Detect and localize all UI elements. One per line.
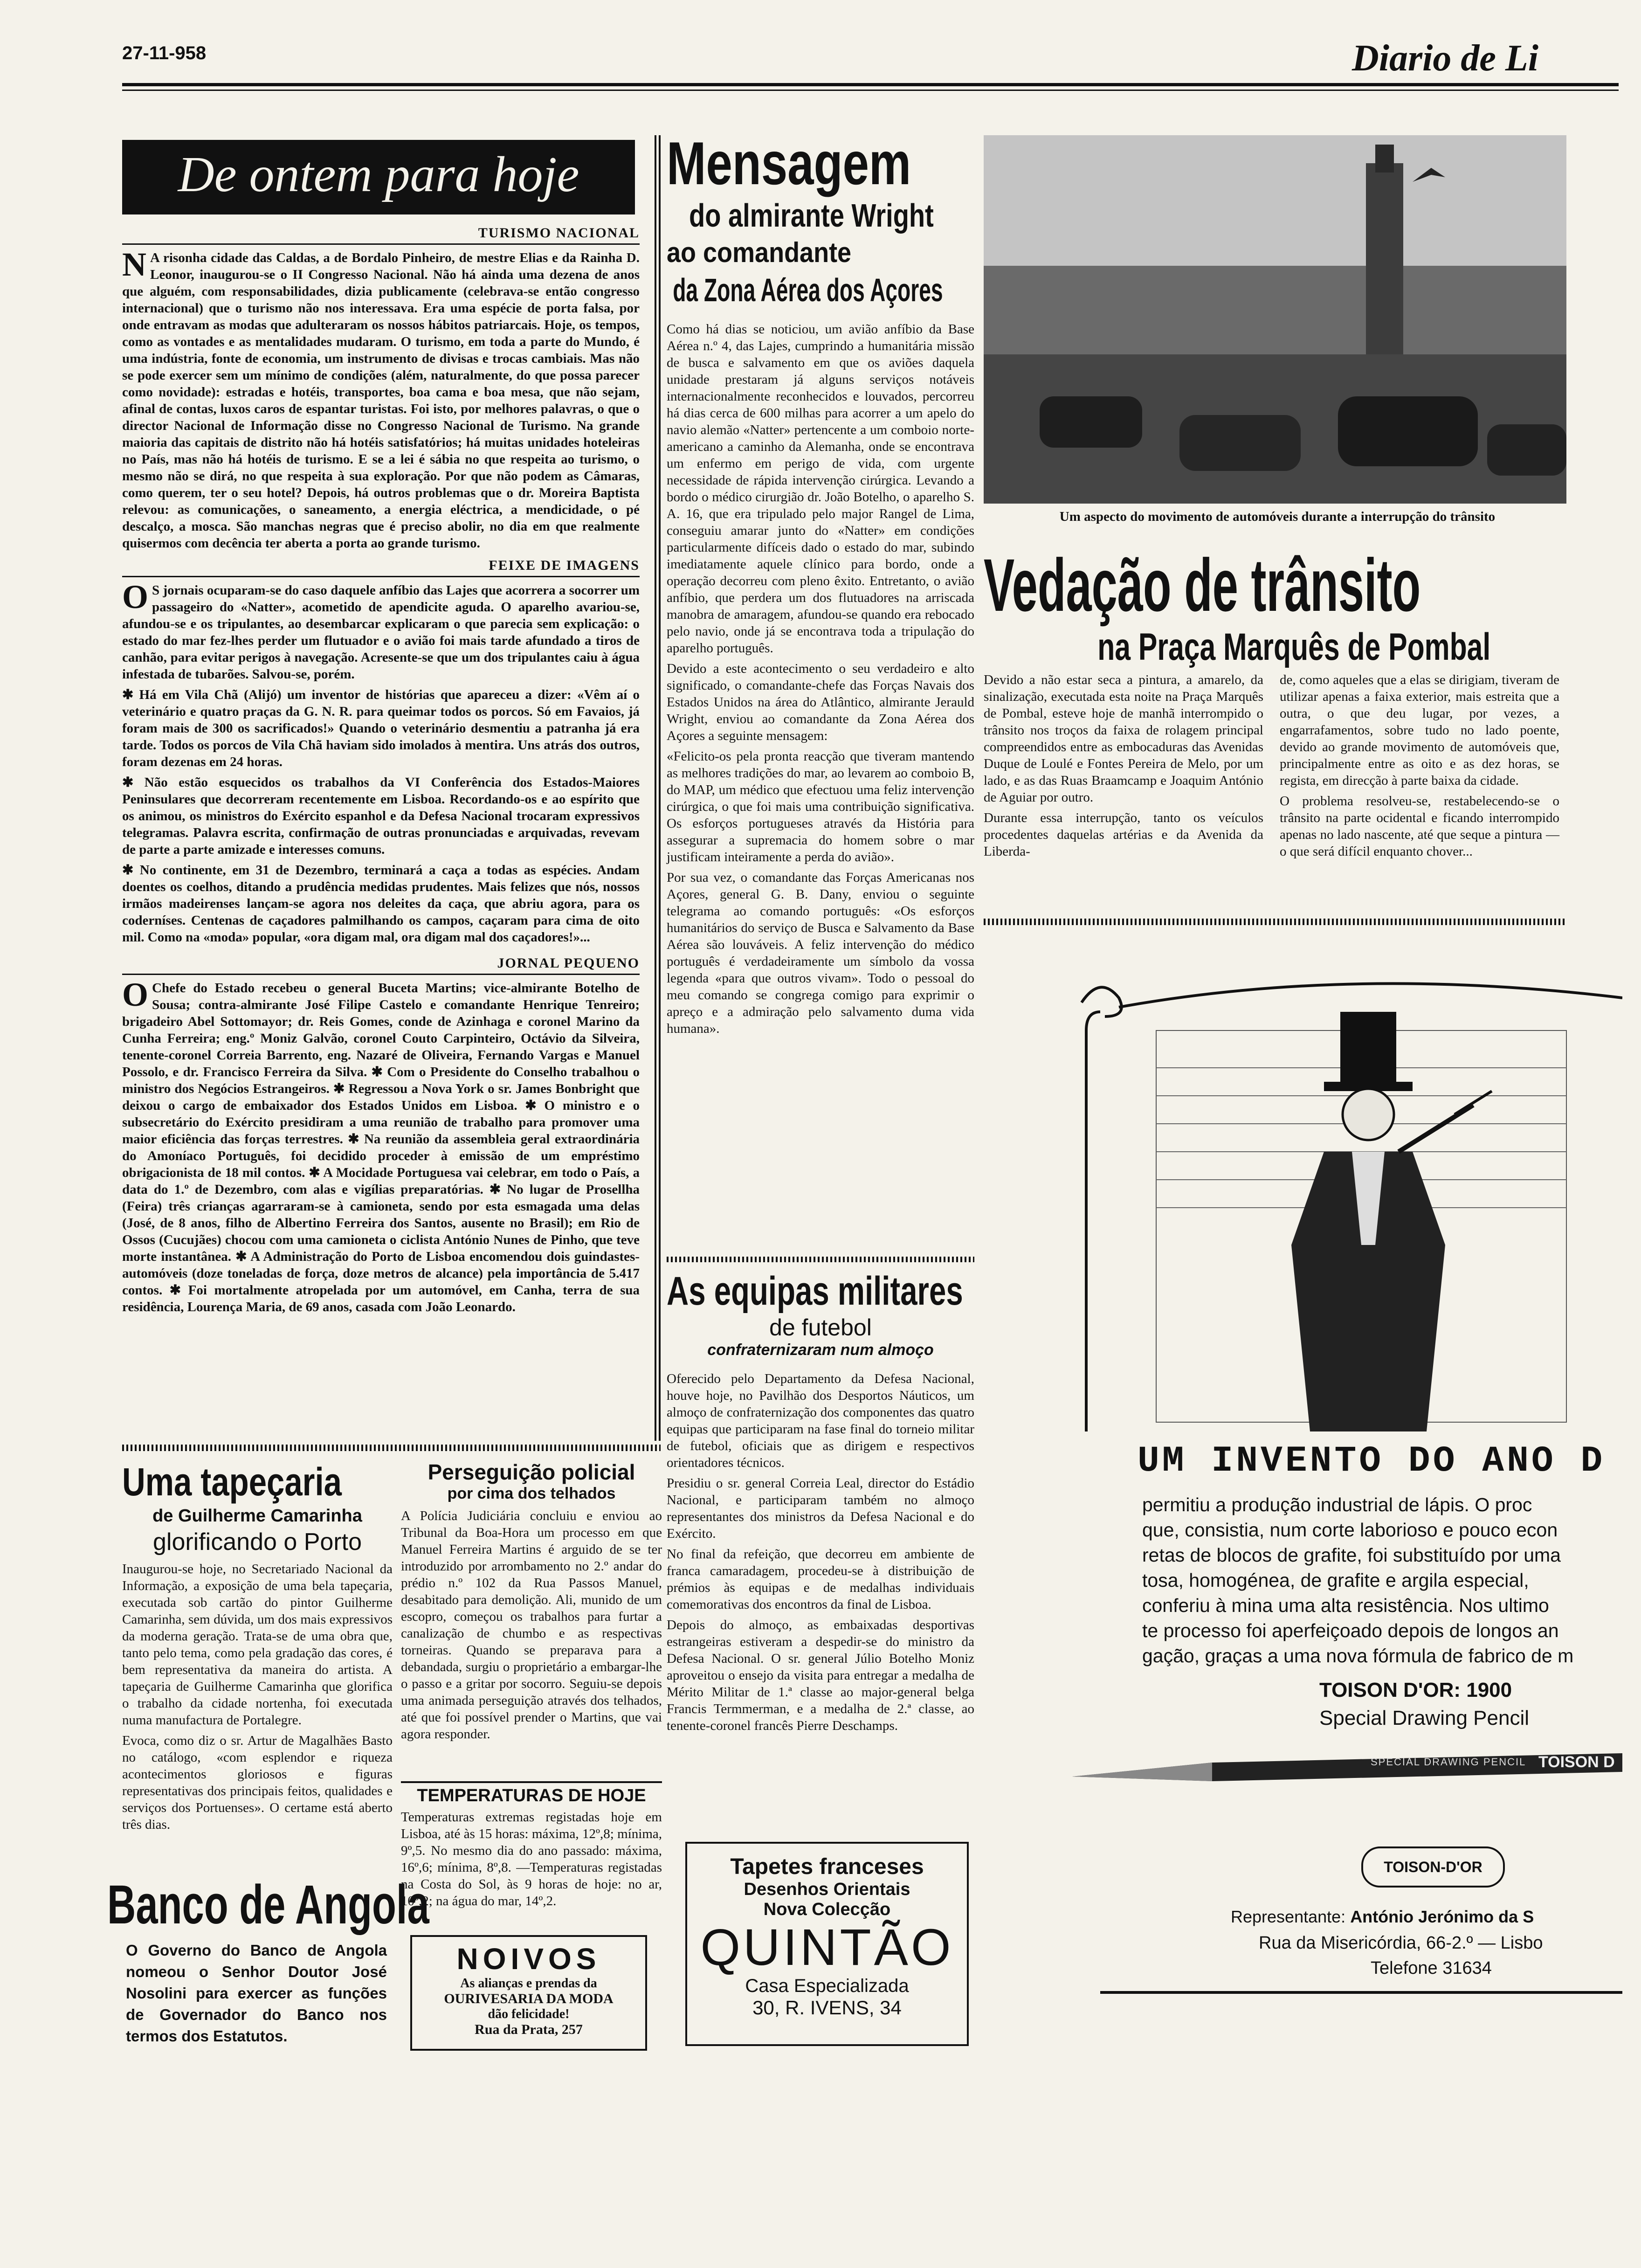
page-date: 27-11-958 [122, 43, 207, 63]
banner-title: De ontem para hoje [178, 147, 579, 202]
tapecaria-sub1: de Guilherme Camarinha [152, 1506, 362, 1526]
mensagem-sub3: da Zona Aérea dos Açores [673, 272, 943, 308]
ad-line: permitiu a produção industrial de lápis. O proc [1142, 1494, 1532, 1515]
temperaturas-text: Temperaturas extremas registadas hoje em Lisboa, até às 15 horas: máxima, 12º,8; mínima, 9º,5. No mesmo dia do ano passado: máxima, 16º,6; mínima, 8º,8. —Temperaturas registadas na Costa do Sol, às 9 horas de hoje: no ar, 10º,2; na água do mar, 14º,2. [401, 1810, 662, 1908]
banner [122, 140, 635, 214]
ad-bottom-rule [1100, 1991, 1622, 1994]
equipas-title: As equipas militares [667, 1269, 963, 1314]
turismo-article [122, 246, 640, 552]
dropcap: O [122, 976, 149, 1013]
rep-address: Rua da Misericórdia, 66-2.º — Lisbo [1259, 1933, 1543, 1953]
equipas-article [667, 1268, 974, 1738]
noivos-line3: dão felicidade! [488, 2007, 570, 2021]
toison-logo [1361, 1846, 1505, 1888]
feixe-p2: Há em Vila Chã (Alijó) um inventor de histórias que apareceu a dizer: «Vêm aí o veterinário e quatro praças da G. N. R. para queimar todos os porcos. Só em Favaios, já foram mais de 300 os sacrificados!» Quando o veterinário desmentiu a patranha já era tarde. Todos os porcos de Vila Chã haviam sido imolados à mentira. Uns atrás dos outros, foram dezenas em 24 horas. [122, 687, 640, 769]
banco-title: Banco de Angola [107, 1874, 429, 1936]
tapecaria-title: Uma tapeçaria [122, 1460, 342, 1504]
tapetes-line4: 30, R. IVENS, 34 [752, 1997, 902, 2019]
noivos-ad [410, 1935, 647, 2051]
pencil-text-2: TOISON D [1538, 1753, 1615, 1771]
mensagem-p2: Devido a este acontecimento o seu verdadeiro e alto significado, o comandante-chefe das Forças Navais dos Estados Unidos na área do Atlântico, almirante Jerauld Wright, enviou ao comandante da Zona Aérea dos Açores a seguinte mensagem: [667, 661, 974, 743]
column-divider-1 [643, 135, 651, 1441]
temperaturas-title: TEMPERATURAS DE HOJE [417, 1786, 646, 1805]
equipas-sub2: confraternizaram num almoço [707, 1341, 934, 1359]
pencil-text-1: SPECIAL DRAWING PENCIL [1371, 1756, 1526, 1768]
vedacao-col1-p1: Devido a não estar seca a pintura, a amarelo, da sinalização, executada esta noite na Praça Marquês de Pombal, esteve hoje de manhã interrompido o trânsito nos troços da faixa de rolagem principal compreendidos entre as embocaduras das Avenidas Duque de Loulé e Fontes Pereira de Melo, por um lado, e as das Ruas Braamcamp e Joaquim António de Aguiar por outro. [984, 672, 1263, 805]
traffic-photo [984, 135, 1566, 504]
mensagem-p3: «Felicito-os pela pronta reacção que tiveram mantendo as melhores tradições do mar, ao levarem ao comboio B, do MAP, um médico que efectuou uma feliz intervenção cirúrgica, o que foi mais uma contribuição significativa. Os esforços portugueses através da História para assegurar a supremacia do homem sobre o mar justificam inteiramente a perda do avião». [667, 749, 974, 864]
banco-text: O Governo do Banco de Angola nomeou o Senhor Doutor José Nosolini para exercer as funções de Governador do Banco nos termos dos Estatutos. [126, 1942, 387, 2045]
vedacao-sub: na Praça Marquês de Pombal [1097, 626, 1491, 668]
equipas-p1: Oferecido pelo Departamento da Defesa Nacional, houve hoje, no Pavilhão dos Desportos Náuticos, um almoço de confraternização dos componentes das quatro equipas que participaram na fase final do torneio militar de futebol, oficiais que as dirigem e respectivos orientadores técnicos. [667, 1371, 974, 1470]
perseguicao-text: A Polícia Judiciária concluiu e enviou ao Tribunal da Boa-Hora um processo em que Manuel Ferreira Martins é arguido de se ter introduzido por arrombamento no 2.º andar do prédio n.º 102 da Rua Passos Manuel, desabitado para demolição. Ali, munido de um escopro, começou os trabalhos para furtar a canalização de chumbo e as respectivas torneiras. Quando se preparava para a debandada, surgiu o proprietário a embargar-lhe o passo e a gritar por socorro. Seguiu-se depois uma animada perseguição através dos telhados, até que foi possível prender o Martins, que vai agora responder. [401, 1508, 662, 1742]
equipas-p2: Presidiu o sr. general Correia Leal, director do Estádio Nacional, e participaram também no almoço representantes dos ministros da Defesa Nacional e do Exército. [667, 1476, 974, 1541]
ad-representante [1231, 1907, 1534, 1927]
tapetes-ad [685, 1842, 969, 2046]
mensagem-p4: Por sua vez, o comandante das Forças Americanas nos Açores, general G. B. Dany, enviou o seguinte telegrama ao comando português: «Os esforços humanitários do serviço de Busca e Salvamento da Base Aérea são louváveis. A feliz intervenção do médico português é verdadeiramente um símbolo da vossa legenda «para que outros vivam». Todo o pessoal do meu comando se congrega comigo para exprimir o apreço e a admiração pelo salvamento duma vida humana». [667, 870, 974, 1036]
vedacao-col1 [984, 671, 1263, 864]
equipas-sub1: de futebol [769, 1314, 872, 1341]
tapetes-line2: Nova Colecção [763, 1900, 891, 1919]
equipas-p4: Depois do almoço, as embaixadas desportivas estrangeiras estiveram a despedir-se do ministro da Defesa Nacional. O sr. general Júlio Botelho Moniz aproveitou o ensejo da visita para entregar a medalha de Mérito Militar de 1.ª classe ao major-general belga Francis Termmerman, e a medalha de 2.ª classe, ao tenente-coronel francês Pierre Deschamps. [667, 1618, 974, 1733]
ad-line: que, consistia, num corte laborioso e pouco econ [1142, 1519, 1558, 1541]
rep-label: Representante: [1231, 1907, 1346, 1926]
vedacao-col2 [1280, 671, 1559, 864]
masthead: Diario de Li [1352, 38, 1538, 79]
photo-caption: Um aspecto do movimento de automóveis durante a interrupção do trânsito [1059, 509, 1496, 524]
section-feixe: FEIXE DE IMAGENS [122, 557, 640, 577]
feixe-p1: S jornais ocuparam-se do caso daquele anfíbio das Lajes que acorrera a socorrer um passageiro do «Natter», acometido de apendicite aguda. O aparelho avariou-se, afundou-se e os tripulantes, ao desembarcar explicaram o que parecia sem explicação: o estado do mar fez-lhes perder um flutuador e o avião foi mais tarde afundado a tiros de canhão, para evitar perigos à navegação. Acresente-se que um dos tripulantes caiu à água infestada de tubarões. Salvou-se, porém. [122, 583, 640, 682]
noivos-line1: As alianças e prendas da [460, 1976, 597, 1991]
ad-product: TOISON D'OR: 1900 [1319, 1679, 1512, 1701]
separator-mid [667, 1257, 974, 1262]
pencil-illustration [1072, 975, 1622, 1441]
noivos-title: NOIVOS [456, 1942, 601, 1976]
toison-logo-text: TOISON-D'OR [1384, 1859, 1482, 1875]
mensagem-p1: Como há dias se noticiou, um avião anfíbio da Base Aérea n.º 4, das Lajes, cumprindo a humanitária missão de busca e salvamento em que os aviões daquela unidade prestaram já alguns serviços notáveis internacionalmente reconhecidos e louvados, percorreu há dias cerca de 600 milhas para acorrer a um apelo do navio alemão «Natter» pertencente a um comboio norte-americano a caminho da Alemanha, onde se encontrava um enfermo em perigo de vida, com urgente necessidade de rápida intervenção cirúrgica. Levando a bordo o médico cirurgião dr. João Botelho, o aparelho S. A. 16, que era tripulado pelo major Rangel de Lima, conseguiu amarar junto do «Natter» em condições particularmente difíceis dado o estado do mar, subindo imediatamente aquele clínico para bordo, onde a operação decorreu com pleno êxito. Entretanto, o avião anfíbio, que perdera um dos flutuadores na arriscada manobra de amaragem, afundou-se quando era rebocado pelo navio, onde já se encontrava toda a tripulação do aparelho português. [667, 322, 974, 656]
ad-line: te processo foi aperfeiçoado depois de longos an [1142, 1620, 1559, 1641]
tapecaria-sub2: glorificando o Porto [152, 1528, 362, 1556]
section-turismo: TURISMO NACIONAL [122, 225, 640, 245]
vedacao-col2-p1: de, como aqueles que a elas se dirigiam, tiveram de utilizar apenas a faixa exterior, mais estreita que a outra, o que deu lugar, por vezes, a engarrafamentos, sobre tudo no lado poente, devido ao grande movimento de automóveis que, principalmente entre as oito e as dez horas, se regista, em direcção à parte baixa da cidade. [1280, 672, 1559, 788]
separator-right [984, 919, 1566, 925]
ad-line: gação, graças a uma nova fórmula de fabrico de m [1142, 1645, 1574, 1666]
tapecaria-p2: Evoca, como diz o sr. Artur de Magalhães Basto no catálogo, «com esplendor e riqueza acontecimentos gloriosos e figuras representativas dos principais feitos, qualidades e serviços dos Portuenses». O certame está aberto três dias. [122, 1733, 393, 1832]
toison-ad [1072, 975, 1622, 2042]
ad-body [1142, 1492, 1627, 1668]
header-rule-thin [122, 90, 1619, 91]
ad-line: conferiu à mina uma alta resistência. Nos ultimo [1142, 1595, 1549, 1616]
feixe-p3: Não estão esquecidos os trabalhos da VI Conferência dos Estados-Maiores Peninsulares que decorreram recentemente em Lisboa. Recordando-os e ao espírito que os animou, os ministros do Exército espanhol e da Defesa Nacional trocaram expressivos telegramas. Palavra escrita, confirmação de outras pronunciadas e arquivadas, revevam de parte a parte amizade e interesses comuns. [122, 775, 640, 857]
ad-line: tosa, homogénea, de grafite e argila especial, [1142, 1570, 1529, 1591]
dropcap: O [122, 578, 149, 615]
tapetes-line1: Desenhos Orientais [744, 1880, 910, 1899]
column-divider-hatch [655, 135, 661, 1441]
vedacao-title: Vedação de trânsito [984, 543, 1421, 627]
noivos-line4: Rua da Prata, 257 [475, 2022, 583, 2037]
vedacao-article [984, 543, 1566, 670]
vedacao-col1-p2: Durante essa interrupção, tanto os veículos procedentes daquelas artérias e da Avenida da Liberda- [984, 810, 1263, 859]
ad-product-2: Special Drawing Pencil [1319, 1707, 1529, 1729]
turismo-text: A risonha cidade das Caldas, a de Bordalo Pinheiro, de mestre Elias e da Rainha D. Leonor, inaugurou-se o II Congresso Nacional. Não há ainda uma dezena de anos que alguém, com responsabilidades, dizia publicamente (celebrava-se então congresso internacional) que o turismo não nos interessava. Era uma espécie de porta falsa, por onde entravam as modas que adulteraram os nossos hábitos patriarcais. Hoje, os tempos, como as vontades e as mentalidades mudaram. O turismo, em toda a parte do Mundo, é uma indústria, fonte de economia, um instrumento de divisas e trocas cambiais. Mas não se pode exercer sem um mínimo de condições (além, naturalmente, do que possa parecer como novidade): estradas e hotéis, transportes, boa cama e boa mesa, que não sejam, afinal de contas, luxos caros de espantar turistas. Foi isto, por melhores palavras, o que o director Nacional de Informação disse no Congresso Nacional de Turismo. Na grande maioria das capitais de distrito não há hotéis satisfatórios; há muitas unidades hoteleiras no País, mas não há hotéis de turismo. E se a lei é sábia no que respeita ao turismo, o mesmo não se dirá, no que respeita à sua exploração. Por que não podem as Câmaras, como querem, ter o seu hotel? Depois, há outros problemas que o dr. Moreira Baptista relevou: as comunicações, o saneamento, a energia eléctrica, a mendicidade, o pé descalço, a mosca. São manchas negras que é preciso abolir, no dia em que realmente quisermos com decência ter aberta a porta ao grande turismo. [122, 250, 640, 551]
dropcap: N [122, 246, 146, 283]
feixe-article: O S jornais ocuparam-se do caso daquele anfíbio das Lajes que acorrera a socorrer um passageiro do «Natter», acometido de apendicite aguda. O aparelho avariou-se, afundou-se e os tripulantes, ao desembarcar explicaram o que parecia sem explicação: o estado do mar fez-lhes perder um flutuador e o avião foi mais tarde afundado a tiros de canhão, para evitar perigos à navegação. Acresente-se que um dos tripulantes caiu à água infestada de tubarões. Salvou-se, porém. ✱ Há em Vila Chã (Alijó) um inventor de histórias que apareceu a dizer: «Vêm aí o veterinário e quatro praças da G. N. R. para queimar todos os porcos. Só em Favaios, já foram mais de 300 os sacrificados!» Quando o veterinário desmentiu a patranha já era tarde. Todos os porcos de Vila Chã haviam sido imolados à mentira. Uns atrás dos outros, foram dezenas em 24 horas. ✱ Não estão esquecidos os trabalhos da VI Conferência dos Estados-Maiores Peninsulares que decorreram recentemente em Lisboa. Recordando-os e ao espírito que os animou, os ministros do Exército espanhol e da Defesa Nacional trocaram expressivos telegramas. Palavra escrita, confirmação de outras pronunciadas e arquivadas, revevam de parte a parte amizade e interesses comuns. ✱ No continente, em 31 de Dezembro, terminará a caça a todas as espécies. Andam doentes os coelhos, ditando a prudência medidas prudentes. Mais felizes que nós, nossos irmãos madeirenses lançam-se agora nos deleites da caça, que abriu agora, para os coderníses. Centenas de caçadores palmilhando os campos, caçaram para cima de oito mil. Como na «moda» popular, «ora digam mal, ora digam mal dos caçadores!»... [122, 578, 640, 945]
perseguicao-article [401, 1459, 662, 1742]
tapetes-brand: QUINTÃO [700, 1919, 954, 1976]
tapetes-line3: Casa Especializada [745, 1976, 909, 1996]
section-jornal: JORNAL PEQUENO [122, 955, 640, 975]
banco-article [107, 1874, 429, 2047]
mensagem-sub2: ao comandante [667, 237, 852, 268]
mensagem-sub1: do almirante Wright [689, 197, 934, 234]
temperaturas-article [401, 1781, 662, 1909]
ad-headline: UM INVENTO DO ANO D [1138, 1441, 1606, 1482]
vedacao-col2-p2: O problema resolveu-se, restabelecendo-se o trânsito na parte ocidental e ficando interrompido apenas no lado nascente, até que seque a pintura — o que será difícil enquanto chover... [1280, 794, 1559, 859]
rep-phone: Telefone 31634 [1371, 1958, 1492, 1978]
tapetes-title: Tapetes franceses [730, 1854, 924, 1879]
perseguicao-title: Perseguição policial [427, 1460, 635, 1484]
equipas-p3: No final da refeição, que decorreu em ambiente de franca camaradagem, procedeu-se à distribuição de prémios às equipas e de medalhas individuais comemorativas dos encontros da final de Lisboa. [667, 1547, 974, 1612]
perseguicao-sub: por cima dos telhados [447, 1485, 616, 1502]
tapecaria-article [122, 1459, 393, 1837]
tapecaria-p1: Inaugurou-se hoje, no Secretariado Nacional da Informação, a exposição de uma bela tapeçaria, executada sob cartão do pintor Guilherme Camarinha, sem dúvida, um dos mais expressivos da moderna geração. Trata-se de uma obra que, tanto pelo tema, como pela gradação das cores, é bem representativa da maneira do artista. A tapeçaria de Guilherme Camarinha que glorifica o trabalho da cidade nortenha, foi executada numa manufactura de Portalegre. [122, 1562, 393, 1728]
separator-left [122, 1445, 661, 1451]
left-column [122, 219, 640, 1315]
mensagem-title: Mensagem [667, 129, 911, 197]
mensagem-article [667, 131, 974, 1041]
header-rule [122, 83, 1619, 86]
jornal-article [122, 976, 640, 1315]
noivos-line2: OURIVESARIA DA MODA [444, 1991, 614, 2006]
ad-line: retas de blocos de grafite, foi substituído por uma [1142, 1544, 1561, 1566]
feixe-p4: No continente, em 31 de Dezembro, terminará a caça a todas as espécies. Andam doentes os coelhos, ditando a prudência medidas prudentes. Mais felizes que nós, nossos irmãos madeirenses lançam-se agora nos deleites da caça, que abriu agora, para os coderníses. Centenas de caçadores palmilhando os campos, caçaram para cima de oito mil. Como na «moda» popular, «ora digam mal, ora digam mal dos caçadores!»... [122, 863, 640, 945]
traffic-photo-image [984, 135, 1566, 504]
jornal-text: Chefe do Estado recebeu o general Buceta Martins; vice-almirante Botelho de Sousa; contra-almirante José Filipe Castelo e comandante Henrique Tenreiro; brigadeiro Abel Sottomayor; dr. Reis Gomes, conde de Azinhaga e coronel Marino da Cunha Ferreira; eng.º Moniz Galvão, coronel Couto Carpinteiro, Octávio da Silveira, tenente-coronel Correia Barrento, eng. Nazaré de Oliveira, Fernando Vargas e Manuel Possolo, e dr. Francisco Ferreira da Silva. ✱ Com o Presidente do Conselho trabalhou o ministro dos Negócios Estrangeiros. ✱ Regressou a Nova York o sr. James Bonbright que deixou o cargo de embaixador dos Estados Unidos em Lisboa. ✱ O ministro e o subsecretário do Exército presidiram a uma reunião de trabalho para promover uma maior eficiência das forças terrestres. ✱ Na reunião da assembleia geral extraordinária do Amoníaco Português, foi decidido proceder à emissão de um empréstimo obrigacionista de 18 mil contos. ✱ A Mocidade Portuguesa vai celebrar, em todo o País, a data do 1.º de Dezembro, com alas e vigílias preparatórias. ✱ No lugar de Prosellha (Feira) três crianças agarraram-se à camioneta, sendo por esta esmagada uma delas (José, de 8 anos, filho de Albertino Ferreira dos Santos, ausente no Brasil); em Rio de Ossos (Cucujães) chocou com uma camioneta o ciclista António Nunes de Pinho, que teve morte instantânea. ✱ A Administração do Porto de Lisboa encomendou dois guindastes-automóveis (doze toneladas de força, doze metros de alcance) pela importância de 5.417 contos. ✱ Foi mortalmente atropelada por um automóvel, em Canha, terra de sua residência, Lourença Maria, de 69 anos, casada com João Leonardo. [122, 981, 640, 1314]
rep-name: António Jerónimo da S [1350, 1907, 1534, 1926]
